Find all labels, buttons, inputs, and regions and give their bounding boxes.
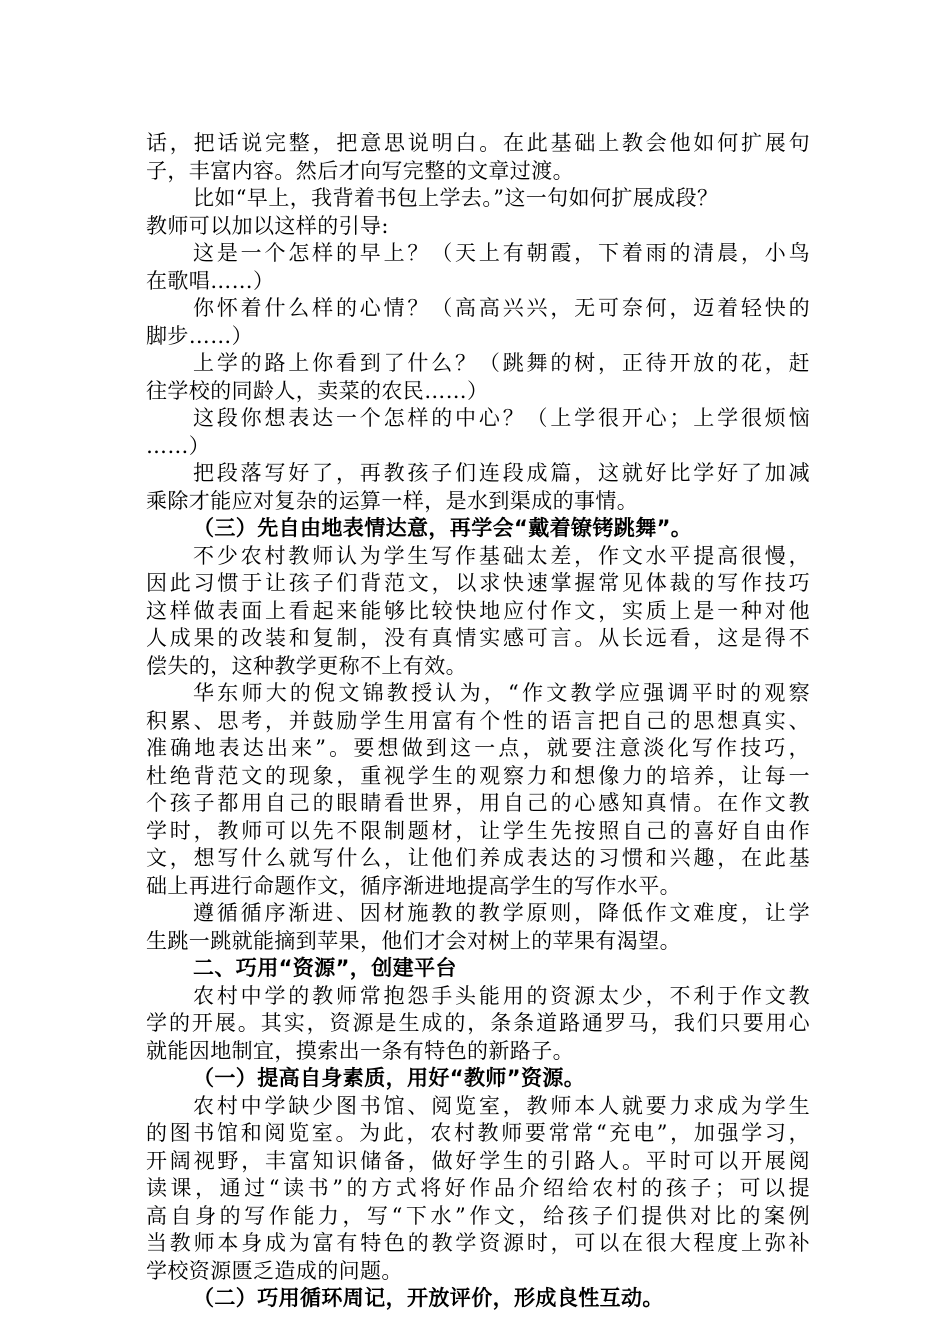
text-line: 你怀着什么样的心情？（高高兴兴，无可奈何，迈着轻快的 bbox=[193, 296, 810, 320]
text-line: 乘除才能应对复杂的运算一样，是水到渠成的事情。 bbox=[146, 488, 639, 513]
text-line: 偿失的，这种教学更称不上有效。 bbox=[146, 653, 467, 678]
text-line: 的图书馆和阅览室。为此，农村教师要常常“充电”，加强学习， bbox=[146, 1121, 810, 1145]
text-line: 不少农村教师认为学生写作基础太差，作文水平提高很慢， bbox=[193, 543, 810, 568]
text-line: 杜绝背范文的现象，重视学生的观察力和想像力的培养，让每一 bbox=[146, 763, 810, 788]
text-line: 因此习惯于让孩子们背范文，以求快速掌握常见体裁的写作技巧 bbox=[146, 571, 810, 595]
text-line: 话，把话说完整，把意思说明白。在此基础上教会他如何扩展句 bbox=[146, 131, 810, 155]
section-heading: （二）巧用循环周记，开放评价，形成良性互动。 bbox=[193, 1286, 664, 1310]
text-line: 准确地表达出来”。要想做到这一点，就要注意淡化写作技巧， bbox=[146, 736, 810, 760]
section-heading: 二、巧用“资源”，创建平台 bbox=[193, 956, 457, 980]
text-line: 这样做表面上看起来能够比较快地应付作文，实质上是一种对他 bbox=[146, 598, 810, 623]
section-heading: （一）提高自身素质，用好“教师”资源。 bbox=[193, 1066, 586, 1090]
text-line: 学校资源匮乏造成的问题。 bbox=[146, 1258, 403, 1283]
text-line: 读课，通过“读书”的方式将好作品介绍给农村的孩子；可以提 bbox=[146, 1176, 810, 1200]
text-line: 生跳一跳就能摘到苹果，他们才会对树上的苹果有渴望。 bbox=[146, 928, 681, 953]
text-line: 积累、思考，并鼓励学生用富有个性的语言把自己的思想真实、 bbox=[146, 708, 810, 733]
text-line: 比如“早上，我背着书包上学去。”这一句如何扩展成段？ bbox=[193, 186, 719, 210]
section-heading: （三）先自由地表情达意，再学会“戴着镣铐跳舞”。 bbox=[193, 516, 693, 540]
text-line: 农村中学的教师常抱怨手头能用的资源太少，不利于作文教 bbox=[193, 983, 810, 1008]
text-line: 就能因地制宜，摸索出一条有特色的新路子。 bbox=[146, 1038, 574, 1063]
text-line: 当教师本身成为富有特色的教学资源时，可以在很大程度上弥补 bbox=[146, 1231, 810, 1255]
text-line: 这是一个怎样的早上？（天上有朝霞，下着雨的清晨，小鸟 bbox=[193, 241, 810, 265]
text-line: 学的开展。其实，资源是生成的，条条道路通罗马，我们只要用心 bbox=[146, 1011, 810, 1035]
text-line: 把段落写好了，再教孩子们连段成篇，这就好比学好了加减 bbox=[193, 461, 810, 485]
text-line: 华东师大的倪文锦教授认为，“作文教学应强调平时的观察 bbox=[193, 681, 810, 705]
text-line: 子，丰富内容。然后才向写完整的文章过渡。 bbox=[146, 158, 574, 183]
text-line: 在歌唱……） bbox=[146, 268, 275, 293]
text-line: ……） bbox=[146, 433, 211, 458]
text-line: 教师可以加以这样的引导: bbox=[146, 213, 389, 238]
text-line: 上学的路上你看到了什么？（跳舞的树，正待开放的花，赶 bbox=[193, 351, 810, 375]
text-line: 个孩子都用自己的眼睛看世界，用自己的心感知真情。在作文教 bbox=[146, 791, 810, 815]
text-line: 人成果的改装和复制，没有真情实感可言。从长远看，这是得不 bbox=[146, 626, 810, 650]
text-line: 脚步……） bbox=[146, 323, 253, 348]
text-line: 础上再进行命题作文，循序渐进地提高学生的写作水平。 bbox=[146, 873, 681, 898]
text-line: 农村中学缺少图书馆、阅览室，教师本人就要力求成为学生 bbox=[193, 1093, 810, 1118]
text-line: 这段你想表达一个怎样的中心？（上学很开心；上学很烦恼 bbox=[193, 406, 810, 430]
text-line: 高自身的写作能力，写“下水”作文，给孩子们提供对比的案例 bbox=[146, 1203, 810, 1228]
text-line: 遵循循序渐进、因材施教的教学原则，降低作文难度，让学 bbox=[193, 901, 810, 925]
text-line: 往学校的同龄人，卖菜的农民……） bbox=[146, 378, 489, 403]
text-line: 开阔视野，丰富知识储备，做好学生的引路人。平时可以开展阅 bbox=[146, 1148, 810, 1173]
text-line: 文，想写什么就写什么，让他们养成表达的习惯和兴趣，在此基 bbox=[146, 846, 810, 870]
text-line: 学时，教师可以先不限制题材，让学生先按照自己的喜好自由作 bbox=[146, 818, 810, 843]
document-page bbox=[146, 130, 810, 1313]
